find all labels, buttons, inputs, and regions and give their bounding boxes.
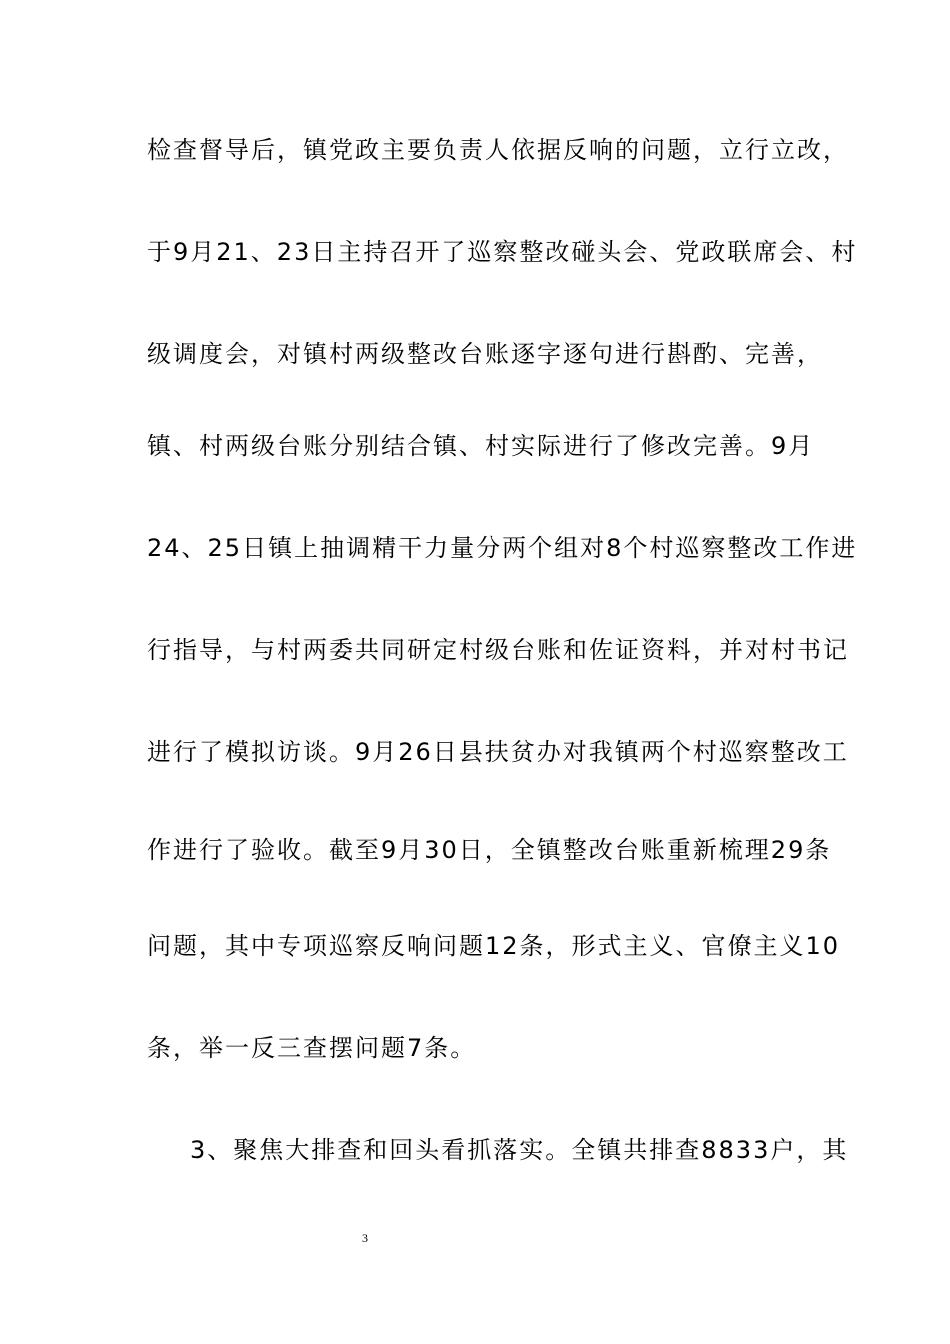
body-text-line: 行指导，与村两委共同研定村级台账和佐证资料，并对村书记 [147, 636, 849, 664]
body-text-line: 镇、村两级台账分别结合镇、村实际进行了修改完善。9月 [147, 432, 815, 460]
body-text-line: 进行了模拟访谈。9月26日县扶贫办对我镇两个村巡察整改工 [147, 738, 849, 766]
body-text-line: 检查督导后，镇党政主要负责人依据反响的问题，立行立改， [147, 136, 849, 164]
body-text-line: 条，举一反三查摆问题7条。 [147, 1034, 477, 1062]
page-number: 3 [362, 1231, 368, 1245]
body-text-line: 24、25日镇上抽调精干力量分两个组对8个村巡察整改工作进 [147, 534, 858, 562]
body-text-line: 作进行了验收。截至9月30日，全镇整改台账重新梳理29条 [147, 836, 832, 864]
section-heading-line: 3、聚焦大排查和回头看抓落实。全镇共排查8833户，其 [190, 1136, 849, 1164]
body-text-line: 于9月21、23日主持召开了巡察整改碰头会、党政联席会、村 [147, 238, 858, 266]
body-text-line: 级调度会，对镇村两级整改台账逐字逐句进行斟酌、完善， [147, 340, 823, 368]
body-text-line: 问题，其中专项巡察反响问题12条，形式主义、官僚主义10 [147, 932, 841, 960]
